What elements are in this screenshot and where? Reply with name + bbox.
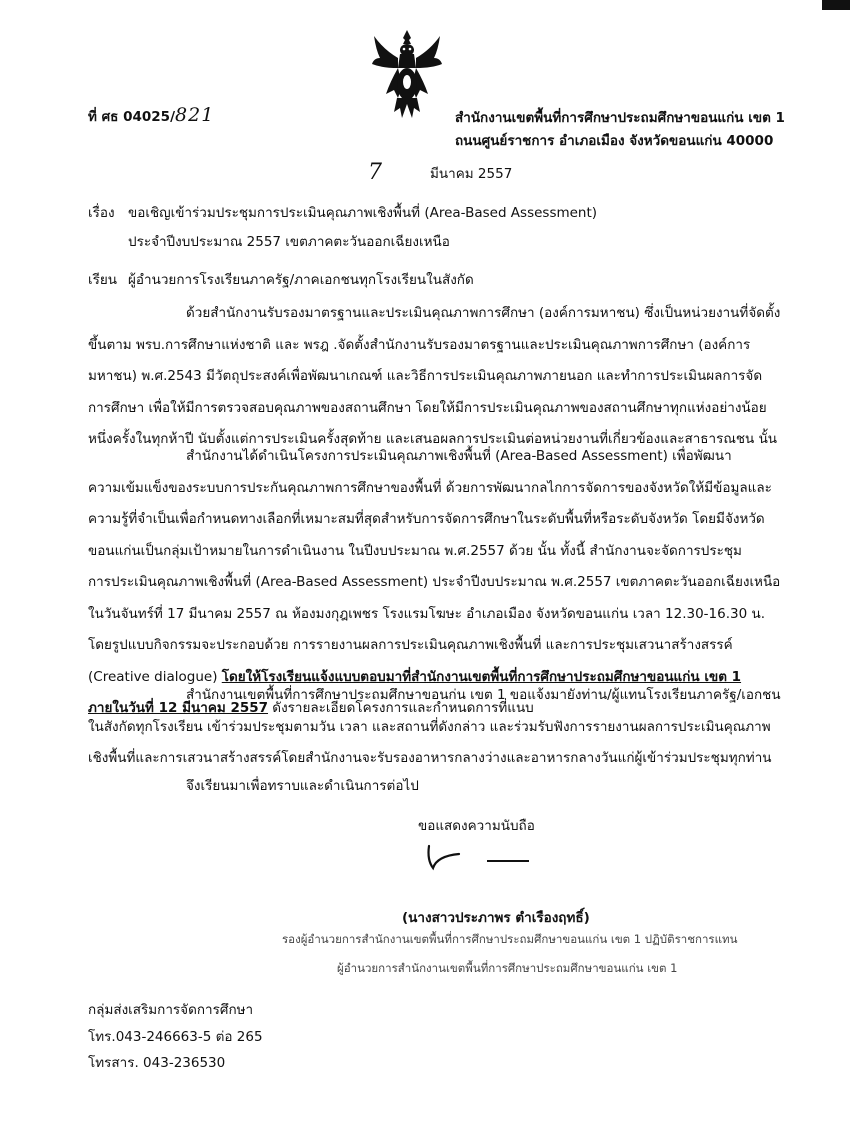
paragraph-line: ความเข้มแข็งของระบบการประกันคุณภาพการศึกษาของพื้นที่ ด้วยการพัฒนากลไกการจัดการของจังหวัดให้มีข้อมูลและ — [88, 479, 772, 496]
footer-fax: โทรสาร. 043-236530 — [88, 1055, 226, 1071]
closing-salutation: ขอแสดงความนับถือ — [418, 818, 535, 834]
document-number: ที่ ศธ 04025/821 — [88, 104, 215, 126]
paragraph-line-deadline-date: ภายในวันที่ 12 มีนาคม 2557 ดังรายละเอียดโครงการและกำหนดการที่แนบ — [88, 700, 534, 716]
subject-label: เรื่อง — [88, 205, 115, 221]
paragraph-line: ในสังกัดทุกโรงเรียน เข้าร่วมประชุมตามวัน เวลา และสถานที่ดังกล่าว และร่วมรับฟังการรายงานผลการประเมินคุณภาพ — [88, 718, 771, 735]
date-month-year: มีนาคม 2557 — [430, 166, 513, 182]
subject-line-2: ประจำปีงบประมาณ 2557 เขตภาคตะวันออกเฉียงเหนือ — [128, 234, 450, 250]
paragraph-line-deadline: (Creative dialogue) โดยให้โรงเรียนแจ้งแบบตอบมาที่สำนักงานเขตพื้นที่การศึกษาประถมศึกษาขอนแก่น เขต 1 — [88, 668, 742, 685]
paragraph-3 — [88, 680, 781, 775]
paragraph-line: ในวันจันทร์ที่ 17 มีนาคม 2557 ณ ห้องมงกุฎเพชร โรงแรมโฆษะ อำเภอเมือง จังหวัดขอนแก่น เวลา 12.30-16.30 น. — [88, 605, 766, 622]
signature-line — [487, 860, 529, 862]
deadline-instruction: โดยให้โรงเรียนแจ้งแบบตอบมาที่สำนักงานเขตพื้นที่การศึกษาประถมศึกษาขอนแก่น เขต 1 — [221, 668, 742, 685]
paragraph-line: โดยรูปแบบกิจกรรมจะประกอบด้วย การรายงานผลการประเมินคุณภาพเชิงพื้นที่ และการประชุมเสวนาสร้างสรรค์ — [88, 637, 733, 653]
scan-corner-mark — [822, 0, 850, 10]
signatory-position-2: ผู้อำนวยการสำนักงานเขตพื้นที่การศึกษาประถมศึกษาขอนแก่น เขต 1 — [337, 961, 678, 975]
paragraph-line: มหาชน) พ.ศ.2543 มีวัตถุประสงค์เพื่อพัฒนาเกณฑ์ และวิธีการประเมินคุณภาพภายนอก และทำการประเมินผลการจัด — [88, 368, 763, 384]
paragraph-line: สำนักงานได้ดำเนินโครงการประเมินคุณภาพเชิงพื้นที่ (Area-Based Assessment) เพื่อพัฒนา — [186, 448, 732, 464]
closing-request: จึงเรียนมาเพื่อทราบและดำเนินการต่อไป — [186, 778, 419, 794]
date-day-handwritten: 7 — [368, 160, 382, 185]
garuda-emblem-icon — [370, 28, 444, 126]
signatory-position-1: รองผู้อำนวยการสำนักงานเขตพื้นที่การศึกษาประถมศึกษาขอนแก่น เขต 1 ปฏิบัติราชการแทน — [282, 932, 738, 946]
footer-phone: โทร.043-246663-5 ต่อ 265 — [88, 1029, 263, 1045]
paragraph-line: หนึ่งครั้งในทุกห้าปี นับตั้งแต่การประเมินครั้งสุดท้าย และเสนอผลการประเมินต่อหน่วยงานที่เกี่ยวข้องและสาธารณชน นั้น — [88, 431, 778, 447]
recipient-text: ผู้อำนวยการโรงเรียนภาครัฐ/ภาคเอกชนทุกโรงเรียนในสังกัด — [128, 272, 474, 288]
paragraph-line: ขอนแก่นเป็นกลุ่มเป้าหมายในการดำเนินงาน ในปีงบประมาณ พ.ศ.2557 ด้วย นั้น ทั้งนี้ สำนักงานจะจัดการประชุม — [88, 542, 742, 559]
recipient-label: เรียน — [88, 272, 118, 288]
signatory-name: (นางสาวประภาพร ตำเรืองฤทธิ์) — [402, 910, 590, 926]
office-address: ถนนศูนย์ราชการ อำเภอเมือง จังหวัดขอนแก่น 40000 — [455, 133, 774, 149]
handwritten-number: 821 — [175, 104, 215, 126]
paragraph-line: การศึกษา เพื่อให้มีการตรวจสอบคุณภาพของสถานศึกษา โดยให้มีการประเมินคุณภาพของสถานศึกษาทุกแห่งอย่างน้อย — [88, 399, 767, 416]
paragraph-line: ด้วยสำนักงานรับรองมาตรฐานและประเมินคุณภาพการศึกษา (องค์การมหาชน) ซึ่งเป็นหน่วยงานที่จัดตั้ง — [186, 305, 781, 321]
deadline-date: ภายในวันที่ 12 มีนาคม 2557 — [88, 700, 269, 716]
paragraph-line: ความรู้ที่จำเป็นเพื่อกำหนดทางเลือกที่เหมาะสมที่สุดสำหรับการจัดการศึกษาในระดับพื้นที่หรือระดับจังหวัด โดยมีจังหวัด — [88, 511, 765, 527]
footer-department: กลุ่มส่งเสริมการจัดการศึกษา — [88, 1002, 254, 1018]
office-name: สำนักงานเขตพื้นที่การศึกษาประถมศึกษาขอนแก่น เขต 1 — [455, 110, 785, 126]
signature-mark-icon — [423, 842, 463, 872]
paragraph-1 — [88, 298, 781, 456]
paragraph-line: ขึ้นตาม พรบ.การศึกษาแห่งชาติ และ พรฎ .จัดตั้งสำนักงานรับรองมาตรฐานและประเมินคุณภาพการศึกษา (องค์การ — [88, 336, 751, 353]
paragraph-line: สำนักงานเขตพื้นที่การศึกษาประถมศึกษาขอนก่น เขต 1 ขอแจ้งมายังท่าน/ผู้แทนโรงเรียนภาครัฐ/เอกชน — [186, 687, 781, 703]
paragraph-line: เชิงพื้นที่และการเสวนาสร้างสรรค์โดยสำนักงานจะรับรองอาหารกลางว่างและอาหารกลางวันแก่ผู้เข้าร่วมประชุมทุกท่าน — [88, 750, 772, 766]
paragraph-line: การประเมินคุณภาพเชิงพื้นที่ (Area-Based Assessment) ประจำปีงบประมาณ พ.ศ.2557 เขตภาคตะวันออกเฉียงเหนือ — [88, 574, 781, 590]
subject-line-1: ขอเชิญเข้าร่วมประชุมการประเมินคุณภาพเชิงพื้นที่ (Area-Based Assessment) — [128, 205, 598, 221]
